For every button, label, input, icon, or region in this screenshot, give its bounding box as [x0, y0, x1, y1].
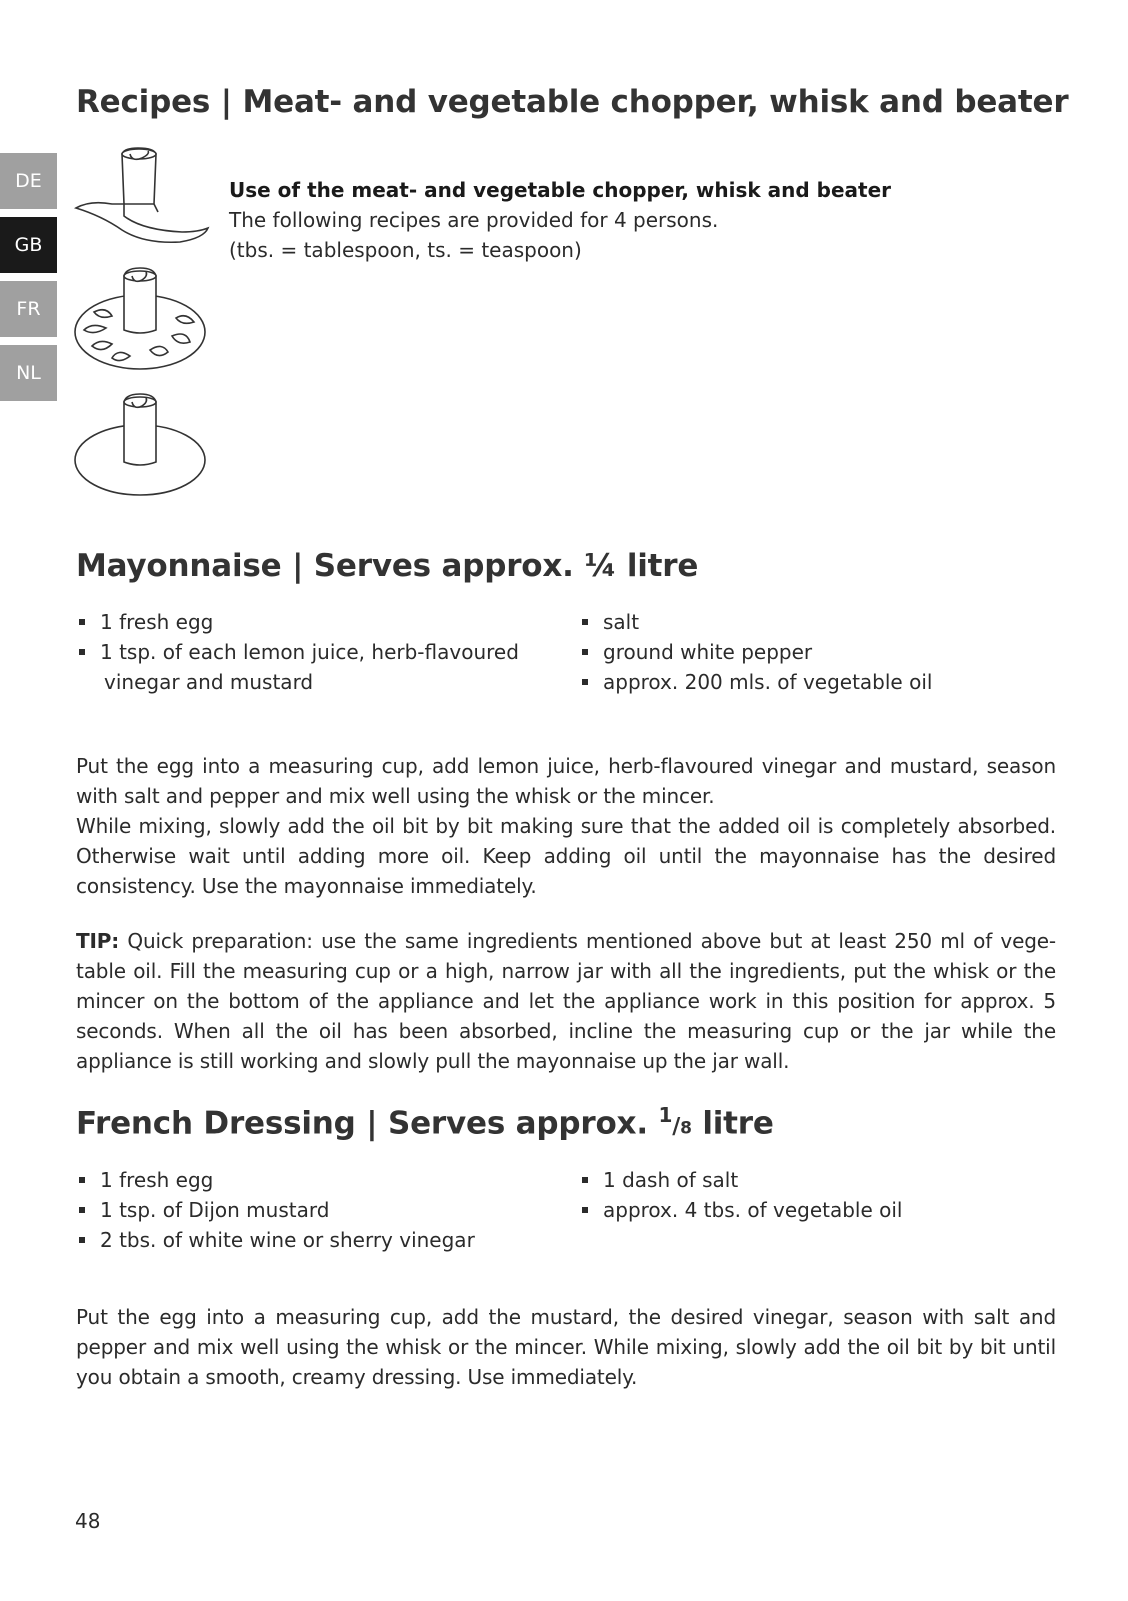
mayonnaise-ingredients-left	[77, 607, 519, 697]
list-item: salt	[580, 607, 932, 637]
chopper-blade-icon	[72, 146, 212, 246]
list-item: 1 dash of salt	[580, 1165, 903, 1195]
list-item-text: vinegar and mustard	[104, 670, 314, 694]
tab-nl[interactable]: NL	[0, 345, 57, 401]
mayonnaise-title: Mayonnaise | Serves approx. ¼ litre	[76, 548, 699, 584]
intro-heading: Use of the meat- and vegetable chopper, whisk and beater	[229, 178, 892, 202]
title-prefix: French Dressing | Serves approx.	[76, 1105, 659, 1142]
title-suffix: litre	[691, 1105, 774, 1142]
tip-label: TIP:	[76, 929, 120, 953]
intro-block	[229, 175, 891, 265]
mayonnaise-instructions	[76, 751, 1056, 901]
list-item: 1 fresh egg	[77, 1165, 475, 1195]
list-item: 1 tsp. of Dijon mustard	[77, 1195, 475, 1225]
list-item: 2 tbs. of white wine or sherry vinegar	[77, 1225, 475, 1255]
fraction-slash: /	[672, 1114, 681, 1140]
list-item: approx. 200 mls. of vegetable oil	[580, 667, 932, 697]
french-dressing-instructions: Put the egg into a measuring cup, add the mustard, the desired vinegar, season with salt and pepper and mix well using the whisk or the mincer. While mixing, slowly add the oil bit by bit until you obtain a smooth, creamy dressing. Use immediately.	[76, 1305, 1056, 1389]
page-number: 48	[75, 1509, 101, 1533]
list-item: ground white pepper	[580, 637, 932, 667]
mayonnaise-ingredients-right	[580, 607, 932, 697]
fraction-denominator: 8	[680, 1118, 692, 1139]
list-item-continuation	[77, 667, 519, 697]
french-dressing-ingredients-right	[580, 1165, 903, 1225]
intro-line-1: The following recipes are provided for 4 persons.	[229, 208, 719, 232]
french-dressing-ingredients-left	[77, 1165, 475, 1255]
intro-line-2: (tbs. = tablespoon, ts. = teaspoon)	[229, 238, 582, 262]
whisk-disc-icon	[72, 392, 212, 498]
instructions-part-2: While mixing, slowly add the oil bit by bit making sure that the added oil is completely absorbed. Otherwise wait until adding more oil. Keep adding oil until the mayonnaise has the desired consistency. Use the mayonnaise immediately.	[76, 814, 1056, 898]
tab-fr[interactable]: FR	[0, 281, 57, 337]
french-dressing-title	[76, 1103, 774, 1141]
mayonnaise-tip	[76, 926, 1056, 1076]
language-tabs	[0, 153, 57, 409]
instructions-part-1: Put the egg into a measuring cup, add lemon juice, herb-flavoured vinegar and mustard, season with salt and pepper and mix well using the whisk or the mincer.	[76, 754, 1056, 808]
list-item: 1 fresh egg	[77, 607, 519, 637]
page-title: Recipes | Meat- and vegetable chopper, whisk and beater	[76, 84, 1069, 120]
fraction-numerator: 1	[658, 1103, 673, 1127]
tab-de[interactable]: DE	[0, 153, 57, 209]
tab-gb[interactable]: GB	[0, 217, 57, 273]
tip-text: Quick preparation: use the same ingredients mentioned above but at least 250 ml of vege-table oil. Fill the measuring cup or a high, narrow jar with all the ingredients, put the whisk or the mincer on the bottom of the appliance and let the appliance work in this position for approx. 5 seconds. When all the oil has been absorbed, incline the measuring cup or the jar while the appliance is still working and slowly pull the mayonnaise up the jar wall.	[76, 929, 1056, 1073]
list-item: approx. 4 tbs. of vegetable oil	[580, 1195, 903, 1225]
list-item: 1 tsp. of each lemon juice, herb-flavoured	[77, 637, 519, 667]
slicing-disc-icon	[72, 266, 212, 374]
